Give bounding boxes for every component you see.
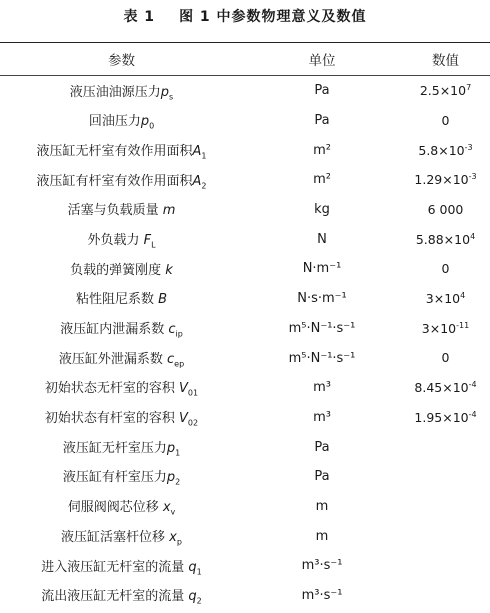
param-name-cell — [0, 462, 243, 492]
param-name-cell — [0, 373, 243, 403]
param-value: 6 000 — [427, 202, 464, 218]
param-symbol: p — [166, 440, 176, 456]
param-unit: m — [315, 528, 329, 544]
table-caption — [0, 6, 490, 26]
table-row — [0, 106, 490, 136]
param-name-cell — [0, 551, 243, 581]
table-row — [0, 314, 490, 344]
param-unit: m³·s⁻¹ — [301, 588, 343, 604]
param-symbol: B — [158, 292, 168, 308]
table-body — [0, 76, 490, 611]
param-symbol: c — [168, 322, 176, 338]
table-row — [0, 254, 490, 284]
param-value-cell — [401, 343, 490, 373]
param-subscript: v — [170, 507, 176, 517]
param-value-exponent: -4 — [468, 380, 477, 390]
param-value-exponent: 4 — [460, 291, 466, 301]
param-name: 液压缸外泄漏系数 — [58, 351, 167, 367]
parameter-table — [0, 42, 490, 610]
param-symbol: c — [166, 351, 175, 367]
param-unit: m² — [313, 172, 331, 188]
param-value: 5.8×10 — [418, 142, 465, 158]
param-name-cell — [0, 284, 243, 314]
param-symbol: p — [160, 84, 170, 100]
param-subscript: ip — [175, 329, 183, 339]
param-subscript: 0 — [149, 121, 155, 131]
param-name-cell — [0, 403, 243, 433]
param-unit: m³·s⁻¹ — [301, 558, 343, 574]
table-row — [0, 521, 490, 551]
param-value-exponent: -4 — [468, 409, 477, 419]
param-name-cell — [0, 195, 243, 225]
param-symbol: p — [166, 470, 176, 486]
param-unit: m⁵·N⁻¹·s⁻¹ — [288, 320, 356, 336]
param-name: 液压缸有杆室有效作用面积 — [36, 173, 193, 189]
table-row — [0, 551, 490, 581]
param-unit: m³ — [313, 409, 331, 425]
param-name: 流出液压缸无杆室的流量 — [41, 589, 189, 605]
param-unit: N·s·m⁻¹ — [297, 291, 347, 307]
param-value: 3×10 — [421, 320, 457, 336]
param-name-cell — [0, 135, 243, 165]
param-name: 进入液压缸无杆室的流量 — [41, 559, 189, 575]
table-row — [0, 462, 490, 492]
table-row — [0, 343, 490, 373]
param-name-cell — [0, 343, 243, 373]
param-symbol: k — [165, 262, 173, 278]
param-symbol: q — [188, 589, 197, 605]
header-parameter: 参数 — [108, 53, 135, 69]
param-symbol: V — [179, 381, 188, 397]
param-name-cell — [0, 224, 243, 254]
param-name: 液压缸无杆室有效作用面积 — [36, 143, 193, 159]
param-subscript: 02 — [187, 418, 199, 428]
param-name: 活塞与负载质量 — [67, 203, 163, 219]
param-subscript: 2 — [196, 596, 202, 606]
param-symbol: A — [192, 173, 202, 189]
param-value-exponent: 7 — [466, 83, 472, 93]
param-value-cell — [401, 106, 490, 136]
param-unit: m — [315, 498, 329, 514]
param-value-cell — [401, 135, 490, 165]
param-value: 8.45×10 — [414, 380, 469, 396]
param-value-exponent: -11 — [456, 320, 470, 330]
param-value-cell — [401, 224, 490, 254]
param-value-cell — [401, 254, 490, 284]
param-name: 伺服阀阀芯位移 — [67, 500, 163, 516]
table-row — [0, 135, 490, 165]
param-unit: m² — [313, 142, 331, 158]
param-value: 0 — [441, 113, 450, 129]
table-row — [0, 581, 490, 611]
header-value: 数值 — [432, 53, 459, 69]
param-name: 负载的弹簧刚度 — [70, 262, 166, 278]
table-row — [0, 373, 490, 403]
param-name: 回油压力 — [88, 114, 141, 130]
param-value-exponent: 4 — [470, 231, 476, 241]
param-unit: Pa — [314, 113, 330, 129]
param-symbol: m — [162, 203, 176, 219]
param-value-cell — [401, 195, 490, 225]
param-value: 1.95×10 — [414, 409, 469, 425]
param-name: 初始状态有杆室的容积 — [44, 411, 180, 427]
param-unit: Pa — [314, 469, 330, 485]
param-value: 5.88×10 — [415, 231, 471, 247]
param-symbol: x — [169, 529, 177, 545]
param-name: 初始状态无杆室的容积 — [44, 381, 180, 397]
param-value-exponent: -3 — [464, 142, 473, 152]
param-name: 液压缸有杆室压力 — [62, 470, 167, 486]
param-name: 外负载力 — [87, 232, 144, 248]
param-unit: N — [317, 231, 327, 247]
table-row — [0, 224, 490, 254]
param-unit: Pa — [314, 83, 330, 99]
param-value-cell — [401, 521, 490, 551]
param-name-cell — [0, 165, 243, 195]
param-symbol: A — [192, 143, 202, 159]
param-value: 1.29×10 — [414, 172, 469, 188]
param-subscript: 2 — [175, 478, 181, 488]
param-symbol: p — [140, 114, 150, 130]
table-row — [0, 195, 490, 225]
param-value-cell — [401, 403, 490, 433]
table-row — [0, 284, 490, 314]
param-value-cell — [401, 76, 490, 106]
param-symbol: x — [162, 500, 171, 516]
param-subscript: 1 — [201, 151, 207, 161]
param-value: 0 — [441, 261, 450, 277]
param-unit: m³ — [313, 380, 331, 396]
param-value-cell — [401, 581, 490, 611]
param-subscript: L — [151, 240, 156, 250]
param-value: 3×10 — [425, 291, 461, 307]
table-row — [0, 432, 490, 462]
param-name-cell — [0, 254, 243, 284]
table-row — [0, 492, 490, 522]
param-value: 0 — [441, 350, 450, 366]
param-subscript: 1 — [196, 567, 202, 577]
param-value-cell — [401, 165, 490, 195]
param-name-cell — [0, 314, 243, 344]
param-value: 2.5×10 — [419, 83, 467, 99]
param-subscript: s — [169, 92, 174, 102]
header-unit: 单位 — [308, 53, 336, 69]
param-value-cell — [401, 492, 490, 522]
param-name-cell — [0, 76, 243, 106]
table-row — [0, 165, 490, 195]
param-symbol: F — [143, 232, 152, 248]
table-header — [0, 43, 490, 76]
table-title: 图 1 中参数物理意义及数值 — [179, 9, 367, 25]
param-name-cell — [0, 581, 243, 611]
param-symbol: V — [179, 411, 188, 427]
param-name-cell — [0, 106, 243, 136]
param-subscript: 1 — [175, 448, 181, 458]
param-subscript: p — [176, 537, 182, 547]
param-value-cell — [401, 284, 490, 314]
param-subscript: 2 — [201, 181, 207, 191]
param-unit: m⁵·N⁻¹·s⁻¹ — [288, 350, 356, 366]
table-row — [0, 403, 490, 433]
param-name: 液压缸无杆室压力 — [62, 440, 167, 456]
param-subscript: 01 — [187, 389, 199, 399]
param-name: 液压油油源压力 — [69, 84, 161, 100]
param-name-cell — [0, 432, 243, 462]
param-subscript: ep — [174, 359, 185, 369]
param-value-cell — [401, 373, 490, 403]
param-name-cell — [0, 521, 243, 551]
param-symbol: q — [188, 559, 197, 575]
param-value-cell — [401, 432, 490, 462]
param-value-cell — [401, 462, 490, 492]
table-label: 表 1 — [123, 9, 156, 25]
param-unit: Pa — [314, 439, 330, 455]
param-unit: N·m⁻¹ — [302, 261, 342, 277]
table-row — [0, 76, 490, 106]
param-name: 粘性阻尼系数 — [75, 292, 159, 308]
param-unit: kg — [314, 202, 330, 218]
param-name: 液压缸活塞杆位移 — [61, 529, 170, 545]
param-value-exponent: -3 — [468, 172, 477, 182]
param-name: 液压缸内泄漏系数 — [60, 322, 169, 338]
param-value-cell — [401, 551, 490, 581]
param-name-cell — [0, 492, 243, 522]
header-row — [0, 43, 490, 76]
param-value-cell — [401, 314, 490, 344]
